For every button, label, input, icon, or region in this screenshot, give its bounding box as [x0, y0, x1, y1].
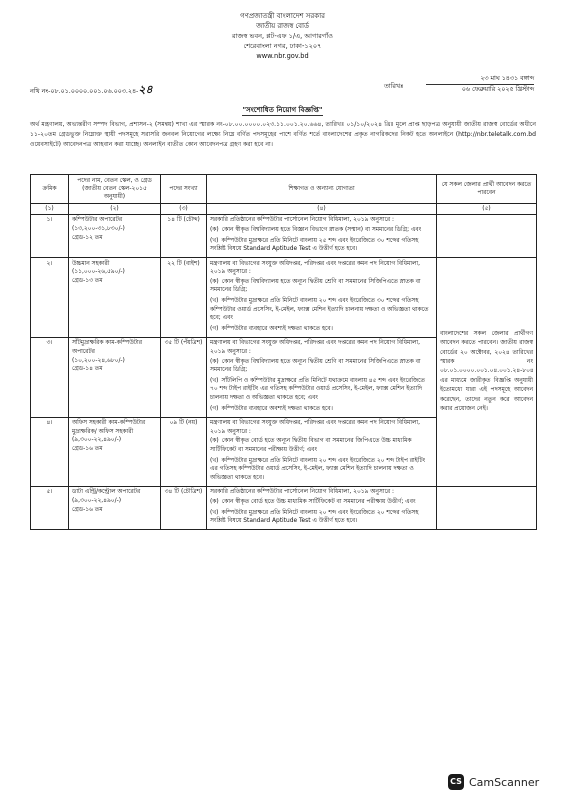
qualification-mark: (ক) [210, 226, 219, 233]
post-cell [69, 258, 161, 338]
post-scale: (১০,২০০-২৪,৬৮০/-) [72, 357, 125, 364]
table-header-row [31, 175, 537, 204]
qualification-item [210, 358, 433, 375]
row-serial: ১। [31, 214, 69, 257]
qualification-text: কোন স্বীকৃত বিশ্ববিদ্যালয় হতে বিজ্ঞান বিভাগে স্নাতক (সম্মান) বা সমমানের ডিগ্রি; এবং [221, 226, 422, 233]
post-grade: গ্রেড-১৬ তম [72, 506, 103, 513]
qualification-text: কম্পিউটার ব্যবহারে অবশ্যই দক্ষতা থাকতে হবে। [221, 325, 333, 332]
qualification-mark: (ক) [210, 498, 219, 505]
qualification-item [210, 237, 433, 254]
qualification-text: কোন স্বীকৃত বোর্ড হতে অন্যূন দ্বিতীয় বিভাগ বা সমমানের জিপিএতে উচ্চ মাধ্যমিক সার্টিফিকেট বা সমমানের পরীক্ষায় উত্তীর্ণ; এবং [210, 438, 412, 453]
camscanner-watermark: CamScanner [469, 776, 540, 789]
header-serial: ক্রমিক [31, 175, 69, 204]
date-block [412, 74, 534, 95]
qualification-intro: সরকারি প্রতিষ্ঠানের কম্পিউটার পার্সোনেল নিয়োগ বিধিমালা, ২০১৯ অনুসারে : [210, 217, 394, 224]
header-address-1: রাজস্ব ভবন, প্লট-এফ ১/এ, আগারগাঁও [231, 32, 333, 40]
post-scale: (১১,০০০-২৬,৫৯০/-) [72, 269, 125, 276]
qualification-text: কম্পিউটার মুদ্রাক্ষরে প্রতি মিনিটে বাংলায় ২০ শব্দ এবং ইংরেজিতে ৩০ শব্দের গতিসহ কম্পিউটার ওয়ার্ড প্রসেসিং, ই-মেইল, ফ্যাক্স মেশিন ইত্যাদি চালনায় দক্ষতা ও অভিজ্ঞতা থাকতে হবে; এবং [210, 298, 429, 322]
post-grade: গ্রেড-১৪ তম [72, 366, 103, 373]
post-scale: (৯,৩০০-২২,৪৯০/-) [72, 497, 122, 504]
table-row [31, 214, 537, 257]
qualification-intro: মন্ত্রণালয় বা বিভাগের সংযুক্ত অধিদপ্তর, পরিদপ্তর এবং দপ্তরের কমন পদ নিয়োগ বিধিমালা, ২০১৯ অনুসারে : [210, 420, 420, 435]
post-count: ১৪ টি (চৌদ্দ) [161, 214, 207, 257]
qualification-mark: (খ) [210, 377, 219, 384]
qualification-mark: (গ) [210, 325, 219, 332]
column-number-row [31, 204, 537, 215]
posts-table [30, 174, 537, 530]
column-number: (৫) [437, 204, 537, 215]
qualification-cell [207, 337, 437, 417]
date-gregorian: ০৬ ফেব্রুয়ারি ২০২৫ খ্রিস্টাব্দ [461, 86, 534, 93]
qualification-item [210, 297, 433, 323]
post-name: উচ্চমান সহকারী [72, 260, 110, 267]
header-government: গণপ্রজাতন্ত্রী বাংলাদেশ সরকার [240, 12, 325, 20]
qualification-mark: (ক) [210, 438, 219, 445]
post-cell [69, 337, 161, 417]
qualification-mark: (গ) [210, 405, 219, 412]
qualification-mark: (খ) [210, 457, 219, 464]
post-cell [69, 214, 161, 257]
qualification-item [210, 377, 433, 403]
qualification-item [210, 437, 433, 454]
post-name: অফিস সহকারী কাম-কম্পিউটার মুদ্রাক্ষরিক/ অফিস সহকারী [72, 420, 146, 435]
post-scale: (১৩,২০০-৩১,৮৩০/-) [72, 225, 125, 232]
qualification-text: কম্পিউটার মুদ্রাক্ষরে প্রতি মিনিটে বাংলায় ২৫ শব্দ এবং ইংরেজিতে ৩০ শব্দের গতিসহ সংশ্লিষ্ট বিষয়ে Standard Aptitude Test এ উত্তীর্ণ হতে হবে। [210, 237, 419, 253]
post-name: সাঁটমুদ্রাক্ষরিক কাম-কম্পিউটার অপারেটর [72, 340, 142, 356]
qualification-intro: মন্ত্রণালয় বা বিভাগের সংযুক্ত অধিদপ্তর, পরিদপ্তর এবং দপ্তরের কমন পদ নিয়োগ বিধিমালা, ২০১৯ অনুসারে : [210, 340, 420, 356]
qualification-cell [207, 214, 437, 257]
post-scale: (৯,৩০০-২২,৪৯০/-) [72, 437, 122, 444]
post-name: ডাটা এন্ট্রি/কন্ট্রোল অপারেটর [72, 489, 141, 496]
header-address-2: শেরেবাংলা নগর, ঢাকা-১২০৭ [243, 42, 322, 50]
date-bangla: ২৩ মাঘ ১৪৩১ বঙ্গাব্দ [480, 75, 534, 82]
post-cell [69, 486, 161, 529]
post-cell [69, 417, 161, 486]
camscanner-logo-icon: CS [448, 774, 464, 790]
qualification-intro: মন্ত্রণালয় বা বিভাগের সংযুক্ত অধিদপ্তর, পরিদপ্তর এবং দপ্তরের কমন পদ নিয়োগ বিধিমালা, ২০১৯ অনুসারে : [210, 260, 420, 276]
table-row [31, 258, 537, 338]
eligible-districts-empty [437, 486, 537, 529]
qualification-item [210, 226, 433, 235]
eligible-districts-note: বাংলাদেশের সকল জেলার প্রার্থীগণ আবেদন করতে পারবেন। জাতীয় রাজস্ব বোর্ডের ২০ অক্টোবর, ২০২৪ তারিখের স্মারক নং ০৮.০১.০০০০.০০১.০৪.০০১.২৪-৮০৪ এর মাধ্যমে জারীকৃত বিজ্ঞপ্তি অনুযায়ী ইতোমধ্যে যারা এই পদসমূহে আবেদন করেছেন, তাদের নতুন করে আবেদন করার প্রয়োজন নেই। [437, 258, 537, 487]
intro-paragraph: অর্থ মন্ত্রণালয়, অভ্যন্তরীণ সম্পদ বিভাগ, প্রশাসন-২ (সমন্বয়) শাখা এর স্মারক নং-০৮.০০.০০০০.০২৩.১১.০০১.২০.৬৬৪, তারিখঃ ০১/১০/২০২৪ খ্রিঃ মূলে প্রাপ্ত ছাড়পত্র অনুযায়ী জাতীয় রাজস্ব বোর্ডের অধীনে ১১-২০তম গ্রেডভুক্ত নিম্নোক্ত স্থায়ী পদসমূহে সরাসরি জনবল নিয়োগের লক্ষ্যে নিম্নে বর্ণিত পদসমূহের পাশে বর্ণিত শর্তে বাংলাদেশের প্রকৃত নাগরিকদের নিকট হতে অনলাইনে (http://nbr.teletalk.com.bd ওয়েবসাইটে) আবেদনপত্র আহবান করা যাচ্ছে। অনলাইন ব্যতীত কোন আবেদনপত্র গ্রহণ করা হবে না। [30, 121, 536, 149]
qualification-item [210, 498, 433, 507]
qualification-item [210, 405, 433, 414]
header-count: পদের সংখ্যা [161, 175, 207, 204]
qualification-item [210, 509, 433, 526]
date-label: তারিখঃ [384, 83, 404, 90]
header-qualification: শিক্ষাগত ও অন্যান্য যোগ্যতা [207, 175, 437, 204]
column-number: (১) [31, 204, 69, 215]
post-grade: গ্রেড-১৬ তম [72, 445, 103, 452]
post-count: ২২ টি (বাইশ) [161, 258, 207, 338]
header-eligible-districts: যে সকল জেলার প্রার্থী আবেদন করতে পারবেন [437, 175, 537, 204]
qualification-cell [207, 258, 437, 338]
qualification-mark: (খ) [210, 298, 219, 305]
post-name: কম্পিউটার অপারেটর [72, 217, 123, 224]
qualification-text: কোন স্বীকৃত বিশ্ববিদ্যালয় হতে অন্যূন দ্বিতীয় শ্রেণি বা সমমানের সিজিপিএতে স্নাতক বা সমমানের ডিগ্রি; [210, 278, 421, 294]
post-count: ৩৫ টি (পঁয়ত্রিশ) [161, 337, 207, 417]
row-serial: ২। [31, 258, 69, 338]
qualification-mark: (খ) [210, 237, 219, 244]
memo-handwritten-number: ২৪ [138, 83, 153, 96]
eligible-districts-empty [437, 214, 537, 257]
row-serial: ৫। [31, 486, 69, 529]
column-number: (২) [69, 204, 161, 215]
row-serial: ৪। [31, 417, 69, 486]
header-post: পদের নাম, বেতন স্কেল, ও গ্রেড (জাতীয় বেতন স্কেল-২০১৫ অনুযায়ী) [69, 175, 161, 204]
qualification-cell [207, 486, 437, 529]
circular-title-text: "সংশোধিত নিয়োগ বিজ্ঞপ্তি" [242, 106, 323, 114]
row-serial: ৩। [31, 337, 69, 417]
qualification-item [210, 457, 433, 483]
header-board: জাতীয় রাজস্ব বোর্ড [256, 22, 309, 30]
post-count: ৩৪ টি (চৌত্রিশ) [161, 486, 207, 529]
qualification-text: কম্পিউটার ব্যবহারে অবশ্যই দক্ষতা থাকতে হবে। [221, 405, 333, 412]
qualification-text: কোন স্বীকৃত বিশ্ববিদ্যালয় হতে অন্যূন দ্বিতীয় শ্রেণি বা সমমানের সিজিপিএতে স্নাতক বা সমমানের ডিগ্রি; [210, 358, 421, 374]
column-number: (৪) [207, 204, 437, 215]
qualification-mark: (ক) [210, 358, 219, 365]
memo-number [30, 81, 153, 100]
qualification-text: কম্পিউটার মুদ্রাক্ষরে প্রতি মিনিটে বাংলায় ২০ শব্দ এবং ইংরেজিতে ২০ শব্দ টাইপ রাইটিং এর গতিসহ কম্পিউটার ওয়ার্ড প্রসেসিং, ই-মেইল, ফ্যাক্স মেশিন ইত্যাদি চালনায় দক্ষতা ও অভিজ্ঞতা থাকতে হবে। [210, 457, 426, 481]
header-website: www.nbr.gov.bd [256, 52, 309, 60]
circular-title [0, 104, 565, 116]
memo-number-prefix: নথি নং-০৮.০১.০০০০.০০১.০৬.০০৩.২৪- [30, 88, 139, 95]
qualification-mark: (খ) [210, 509, 219, 516]
post-grade: গ্রেড-১৩ তম [72, 277, 103, 284]
post-grade: গ্রেড-১২ তম [72, 234, 103, 241]
qualification-item [210, 278, 433, 295]
qualification-text: কোন স্বীকৃত বোর্ড হতে উচ্চ মাধ্যমিক সার্টিফিকেট বা সমমানের পরীক্ষায় উত্তীর্ণ; এবং [221, 498, 416, 505]
qualification-text: কম্পিউটার মুদ্রাক্ষরে প্রতি মিনিটে বাংলায় ২০ শব্দ এবং ইংরেজিতে ২০ শব্দের গতিসহ সংশ্লিষ্ট বিষয়ে Standard Aptitude Test এ উত্তীর্ণ হতে হবে। [210, 509, 419, 525]
qualification-item [210, 325, 433, 334]
post-count: ০৯ টি (নয়) [161, 417, 207, 486]
qualification-mark: (ক) [210, 278, 219, 285]
qualification-intro: সরকারি প্রতিষ্ঠানের কম্পিউটার পার্সোনেল নিয়োগ বিধিমালা, ২০১৯ অনুসারে : [210, 489, 394, 496]
qualification-cell [207, 417, 437, 486]
qualification-text: সাঁটলিপি ও কম্পিউটার মুদ্রাক্ষরে প্রতি মিনিটে যথাক্রমে বাংলায় ৪৫ শব্দ এবং ইংরেজিতে ৭০ শব্দ টাইপ রাইটিং এর গতিসহ কম্পিউটার ওয়ার্ড প্রসেসিং, ই-মেইল, ফ্যাক্স মেশিন ইত্যাদি চালনায় দক্ষতা ও অভিজ্ঞতা থাকতে হবে; এবং [210, 377, 425, 401]
column-number: (৩) [161, 204, 207, 215]
table-row [31, 486, 537, 529]
